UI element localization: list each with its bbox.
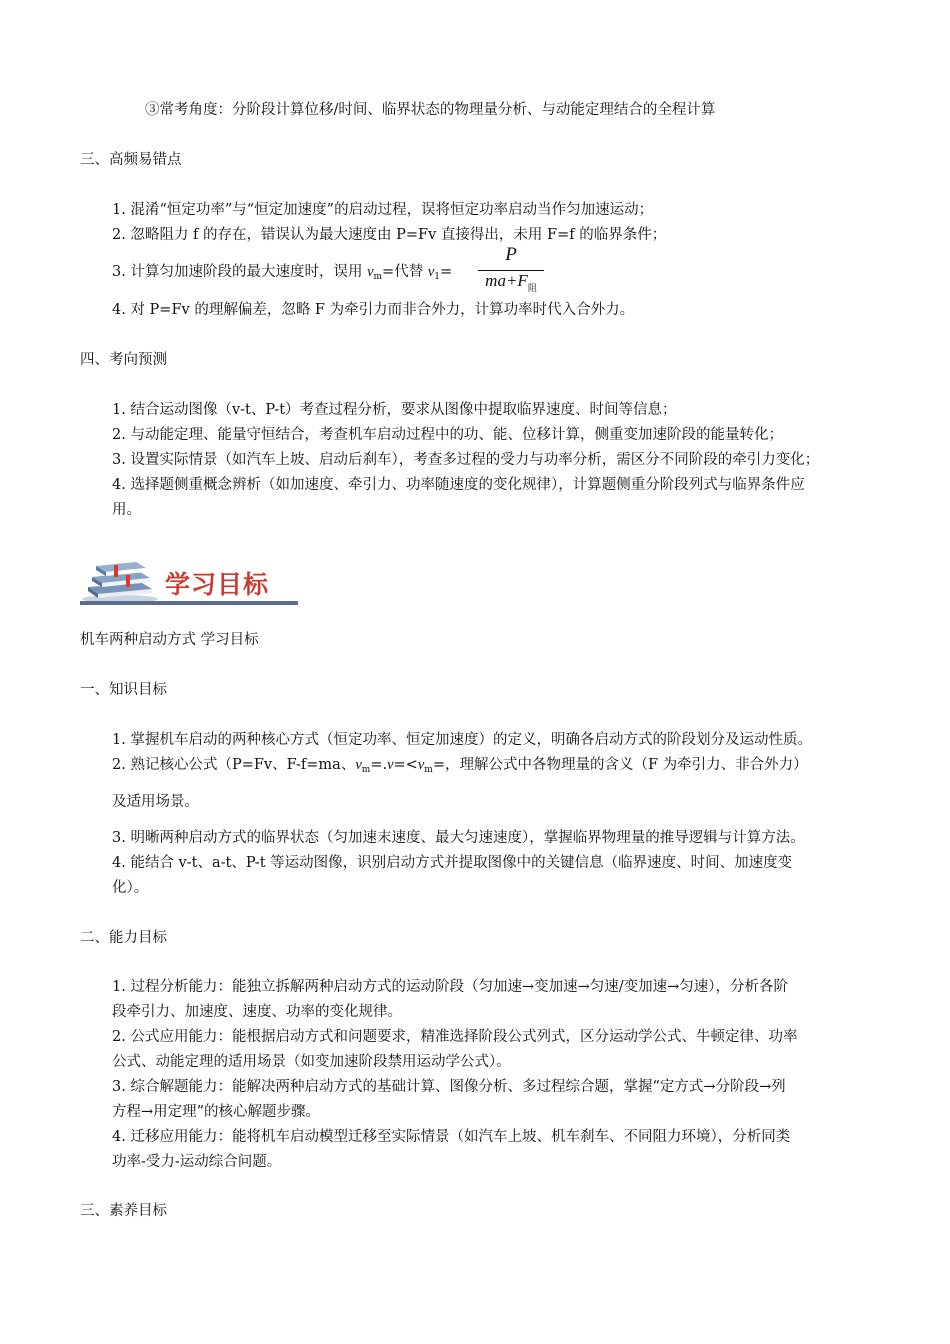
fraction-numerator: P	[505, 244, 517, 265]
knowledge-item-1: 1. 掌握机车启动的两种核心方式（恒定功率、恒定加速度）的定义，明确各启动方式的阶段划分及运动性质。	[112, 732, 812, 748]
prediction-item-1: 1. 结合运动图像（v-t、P-t）考查过程分析，要求从图像中提取临界速度、时间等信息；	[112, 402, 677, 418]
section-heading-literacy: 三、素养目标	[80, 1203, 167, 1219]
knowledge-item-2-prefix: 2. 熟记核心公式（P=Fv、F-f=ma、	[112, 757, 356, 773]
learning-goals-banner	[80, 555, 298, 609]
var-v-sub: m	[373, 272, 383, 282]
var-vm-2: v	[417, 757, 425, 773]
ability-item-2a: 2. 公式应用能力：能根据启动方式和问题要求，精准选择阶段公式列式，区分运动学公式、牛顿定律、功率	[112, 1029, 798, 1045]
error-item-4: 4. 对 P=Fv 的理解偏差，忽略 F 为牵引力而非合外力，计算功率时代入合外力。	[112, 302, 635, 318]
knowledge-item-2-mid2: =<	[393, 757, 418, 773]
var-v1-sub: 1	[434, 272, 440, 282]
ability-item-2b: 公式、动能定理的适用场景（如变加速阶段禁用运动学公式）。	[112, 1054, 511, 1070]
var-v-plain: v	[387, 757, 394, 773]
goals-title: 机车两种启动方式 学习目标	[80, 632, 259, 648]
knowledge-item-2b: 及适用场景。	[112, 794, 199, 810]
prediction-item-4b: 用。	[112, 502, 141, 518]
var-vm-sub: m	[361, 765, 371, 775]
section-heading-knowledge: 一、知识目标	[80, 682, 167, 698]
error-item-1: 1. 混淆“恒定功率”与“恒定加速度”的启动过程，误将恒定功率启动当作匀加速运动；	[112, 202, 654, 218]
knowledge-item-4a: 4. 能结合 v-t、a-t、P-t 等运动图像，识别启动方式并提取图像中的关键信息（临界速度、时间、加速度变	[112, 855, 793, 871]
fraction-den-sub: 阻	[527, 283, 537, 293]
ability-item-1b: 段牵引力、加速度、速度、功率的变化规律。	[112, 1004, 402, 1020]
ability-item-1a: 1. 过程分析能力：能独立拆解两种启动方式的运动阶段（匀加速→变加速→匀速/变加速→匀速），分析各阶	[112, 979, 789, 995]
banner-title: 学习目标	[165, 570, 270, 599]
fraction-formula	[478, 244, 544, 292]
var-v1: v	[427, 264, 435, 280]
var-vm: v	[355, 757, 362, 773]
exam-angle-note: ③常考角度：分阶段计算位移/时间、临界状态的物理量分析、与动能定理结合的全程计算	[145, 102, 716, 118]
section-heading-errors: 三、高频易错点	[80, 152, 182, 168]
ability-item-3b: 方程→用定理”的核心解题步骤。	[112, 1104, 321, 1120]
banner-underline	[80, 601, 298, 605]
ability-item-4a: 4. 迁移应用能力：能将机车启动模型迁移至实际情景（如汽车上坡、机车刹车、不同阻力环境），分析同类	[112, 1129, 791, 1145]
ability-item-4b: 功率-受力-运动综合问题。	[112, 1154, 282, 1170]
knowledge-item-4b: 化）。	[112, 880, 149, 896]
knowledge-item-3: 3. 明晰两种启动方式的临界状态（匀加速末速度、最大匀速速度），掌握临界物理量的推导逻辑与计算方法。	[112, 830, 805, 846]
knowledge-item-2-mid: =.	[370, 757, 388, 773]
section-heading-predictions: 四、考向预测	[80, 352, 167, 368]
fraction-denominator	[478, 271, 544, 294]
knowledge-item-2	[112, 755, 808, 780]
error-item-3-mid: =代替	[382, 264, 428, 280]
prediction-item-4a: 4. 选择题侧重概念辨析（如加速度、牵引力、功率随速度的变化规律），计算题侧重分阶段列式与临界条件应	[112, 477, 805, 493]
section-heading-ability: 二、能力目标	[80, 930, 167, 946]
prediction-item-2: 2. 与动能定理、能量守恒结合，考查机车启动过程中的功、能、位移计算，侧重变加速阶段的能量转化；	[112, 427, 783, 443]
error-item-3-eq: =	[439, 264, 453, 280]
error-item-3	[112, 262, 452, 287]
var-v: v	[367, 264, 374, 280]
var-vm-2-sub: m	[424, 765, 433, 775]
knowledge-item-2-suffix: =，理解公式中各物理量的含义（F 为牵引力、非合外力）	[432, 757, 808, 773]
error-item-2: 2. 忽略阻力 f 的存在，错误认为最大速度由 P=Fv 直接得出，未用 F=f 的临界条件；	[112, 227, 667, 243]
ability-item-3a: 3. 综合解题能力：能解决两种启动方式的基础计算、图像分析、多过程综合题，掌握“定方式→分阶段→列	[112, 1079, 786, 1095]
prediction-item-3: 3. 设置实际情景（如汽车上坡、启动后刹车），考查多过程的受力与功率分析，需区分不同阶段的牵引力变化；	[112, 452, 820, 468]
fraction-den-text: ma+F	[485, 271, 528, 290]
error-item-3-prefix: 3. 计算匀加速阶段的最大速度时，误用	[112, 264, 368, 280]
books-icon	[80, 557, 162, 603]
